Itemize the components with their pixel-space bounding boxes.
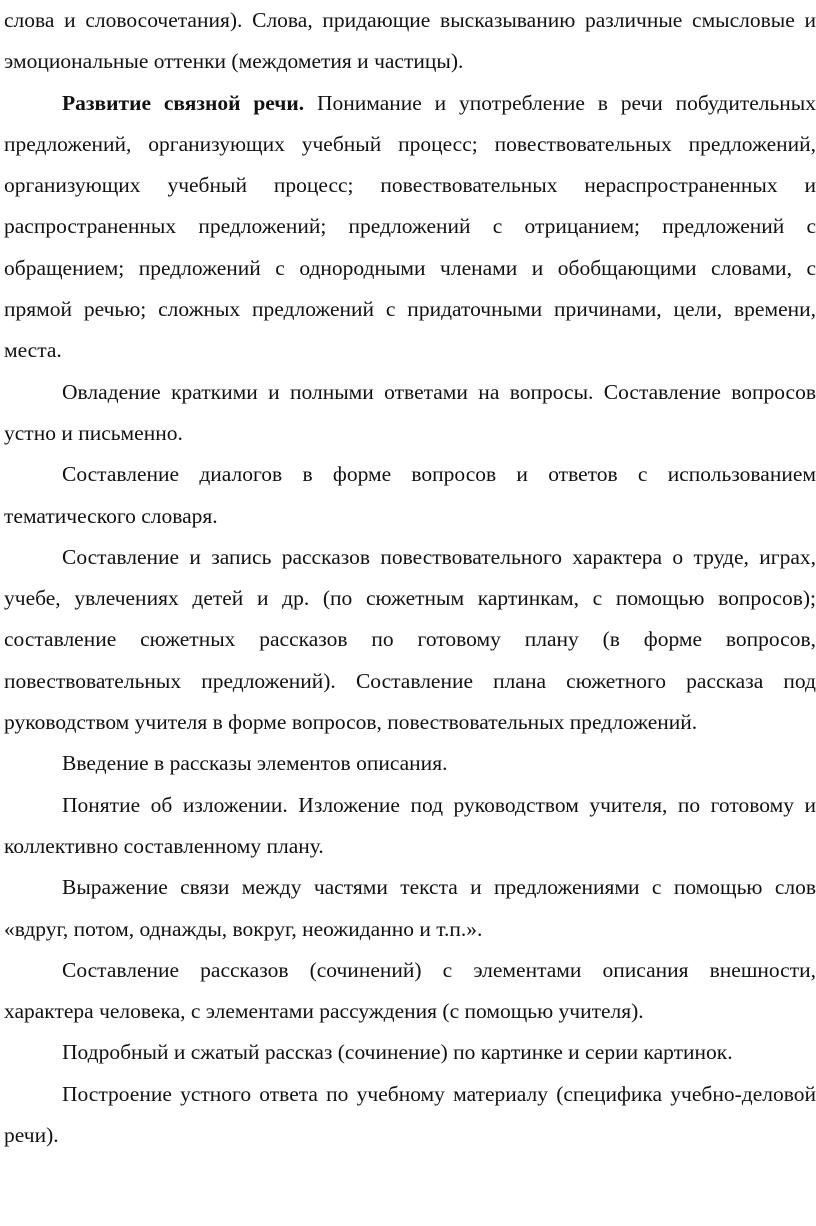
paragraph: Подробный и сжатый рассказ (сочинение) по картинке и серии картинок. [62,1040,733,1065]
paragraph: Введение в рассказы элементов описания. [62,751,448,776]
paragraph: Составление рассказов (сочинений) с элементами описания внешности, характера человека, с элементами рассуждения (с помощью учителя). [4,957,816,1024]
paragraph: Овладение краткими и полными ответами на вопросы. Составление вопросов устно и письменно. [4,379,816,445]
paragraph: Составление и запись рассказов повествовательного характера о труде, играх, учебе, увлечениях детей и др. (по сюжетным картинкам, с помощью вопросов); составление сюжетных рассказов по готовому плану (в форме вопросов, повествовательных предложений). Составление плана сюжетного рассказа под руководством учителя в форме вопросов, повествовательных предложений. [4,544,816,735]
paragraph-speech-development [4,83,816,372]
document-body [4,0,816,1156]
paragraph: Выражение связи между частями текста и предложениями с помощью слов «вдруг, потом, однажды, вокруг, неожиданно и т.п.». [4,875,816,941]
paragraph: Понятие об изложении. Изложение под руководством учителя, по готовому и коллективно составленному плану. [4,792,816,858]
paragraph-text: Понимание и употребление в речи побудительных предложений, организующих учебный процесс; повествовательных предложений, организующих учебный процесс; повествовательных нераспространенных и распространенных предложений; предложений с отрицанием; предложений с обращением; предложений с однородными членами и обобщающими словами, с прямой речью; сложных предложений с придаточными причинами, цели, времени, места. [4,90,816,363]
paragraph: Составление диалогов в форме вопросов и ответов с использованием тематического словаря. [4,462,816,528]
section-heading: Развитие связной речи. [62,90,305,115]
paragraph: Построение устного ответа по учебному материалу (специфика учебно-деловой речи). [4,1081,816,1148]
paragraph-continuation: слова и словосочетания). Слова, придающие высказыванию различные смысловые и эмоциональные оттенки (междометия и частицы). [4,8,816,74]
